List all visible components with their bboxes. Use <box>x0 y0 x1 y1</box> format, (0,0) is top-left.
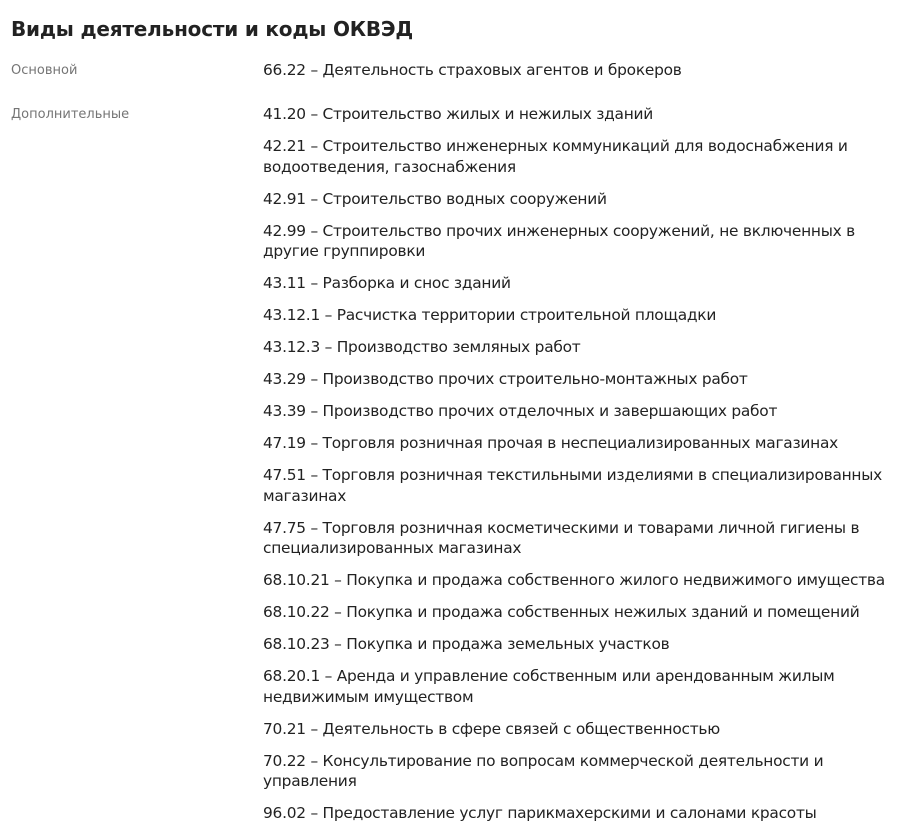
main-activity-item: 66.22 – Деятельность страховых агентов и брокеров <box>263 61 682 79</box>
activity-item: 47.51 – Торговля розничная текстильными изделиями в специализированных магазинах <box>263 466 883 505</box>
activity-item: 68.10.22 – Покупка и продажа собственных нежилых зданий и помещений <box>263 603 860 621</box>
additional-activities-label: Дополнительные <box>11 107 130 122</box>
activity-item: 96.02 – Предоставление услуг парикмахерскими и салонами красоты <box>263 804 817 822</box>
activity-item: 70.22 – Консультирование по вопросам коммерческой деятельности и управления <box>263 751 824 790</box>
activity-item: 70.21 – Деятельность в сфере связей с общественностью <box>263 719 720 738</box>
activity-item: 68.10.23 – Покупка и продажа земельных участков <box>263 635 670 653</box>
activity-item: 43.12.3 – Производство земляных работ <box>263 338 581 356</box>
activity-item: 68.20.1 – Аренда и управление собственным или арендованным жилым недвижимым имуществом <box>263 667 835 706</box>
activity-item: 43.29 – Производство прочих строительно-монтажных работ <box>263 370 748 388</box>
activity-item: 47.19 – Торговля розничная прочая в неспециализированных магазинах <box>263 434 839 452</box>
main-activity-label: Основной <box>11 63 78 78</box>
activity-item: 42.21 – Строительство инженерных коммуникаций для водоснабжения и водоотведения, газоснабжения <box>263 137 848 176</box>
activity-item: 43.39 – Производство прочих отделочных и завершающих работ <box>263 402 778 420</box>
activity-item: 43.11 – Разборка и снос зданий <box>263 274 511 292</box>
additional-activities-list <box>263 104 888 835</box>
activity-item: 47.75 – Торговля розничная косметическими и товарами личной гигиены в специализированных магазинах <box>263 518 860 557</box>
activity-item: 43.12.1 – Расчистка территории строительной площадки <box>263 306 717 324</box>
activity-item: 68.10.21 – Покупка и продажа собственного жилого недвижимого имущества <box>263 571 885 589</box>
activity-item: 42.91 – Строительство водных сооружений <box>263 189 607 208</box>
section-title: Виды деятельности и коды ОКВЭД <box>11 17 414 41</box>
activity-item: 42.99 – Строительство прочих инженерных сооружений, не включенных в другие группировки <box>263 221 855 260</box>
activity-item: 41.20 – Строительство жилых и нежилых зданий <box>263 105 654 123</box>
main-activity-list <box>263 60 888 81</box>
